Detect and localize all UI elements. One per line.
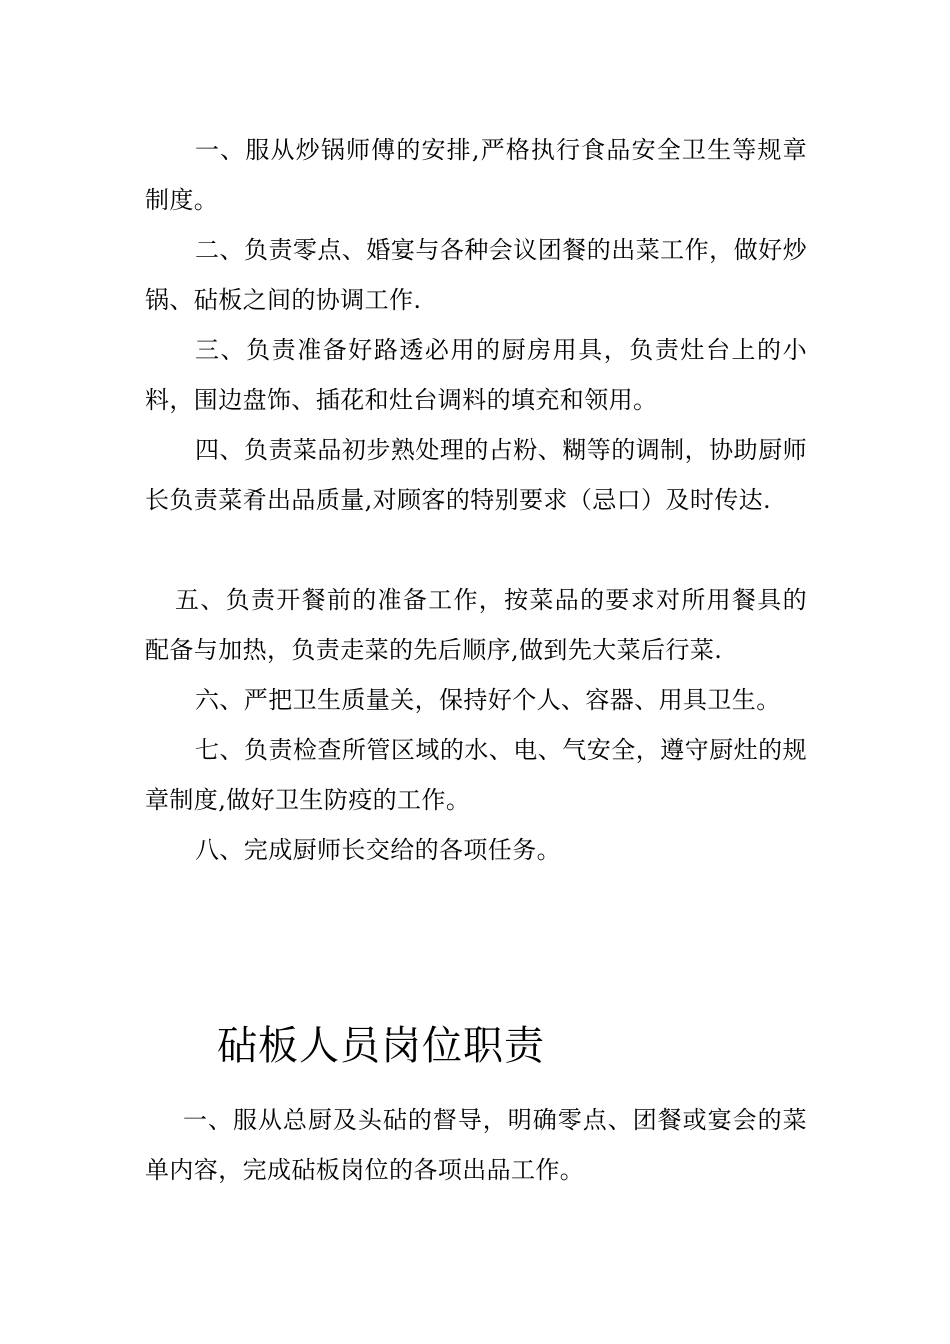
- section-title: 砧板人员岗位职责: [217, 1023, 545, 1069]
- cutting-board-duty-item-1: 一、服从总厨及头砧的督导，明确零点、团餐或宴会的菜单内容，完成砧板岗位的各项出品工作。: [145, 1106, 807, 1184]
- duty-item-2: 二、负责零点、婚宴与各种会议团餐的出菜工作，做好炒锅、砧板之间的协调工作.: [145, 236, 807, 314]
- duty-item-3: 三、负责准备好路透必用的厨房用具，负责灶台上的小料，围边盘饰、插花和灶台调料的填充和领用。: [145, 336, 807, 414]
- duty-item-6: 六、严把卫生质量关，保持好个人、容器、用具卫生。: [195, 686, 781, 714]
- duty-item-5: 五、负责开餐前的准备工作，按菜品的要求对所用餐具的配备与加热，负责走菜的先后顺序,做到先大菜后行菜.: [145, 586, 807, 664]
- duty-item-4: 四、负责菜品初步熟处理的占粉、糊等的调制，协助厨师长负责菜肴出品质量,对顾客的特别要求（忌口）及时传达.: [145, 436, 807, 514]
- duty-item-8: 八、完成厨师长交给的各项任务。: [195, 836, 561, 864]
- duty-item-1: 一、服从炒锅师傅的安排,严格执行食品安全卫生等规章制度。: [145, 136, 807, 214]
- duty-item-7: 七、负责检查所管区域的水、电、气安全，遵守厨灶的规章制度,做好卫生防疫的工作。: [145, 736, 807, 814]
